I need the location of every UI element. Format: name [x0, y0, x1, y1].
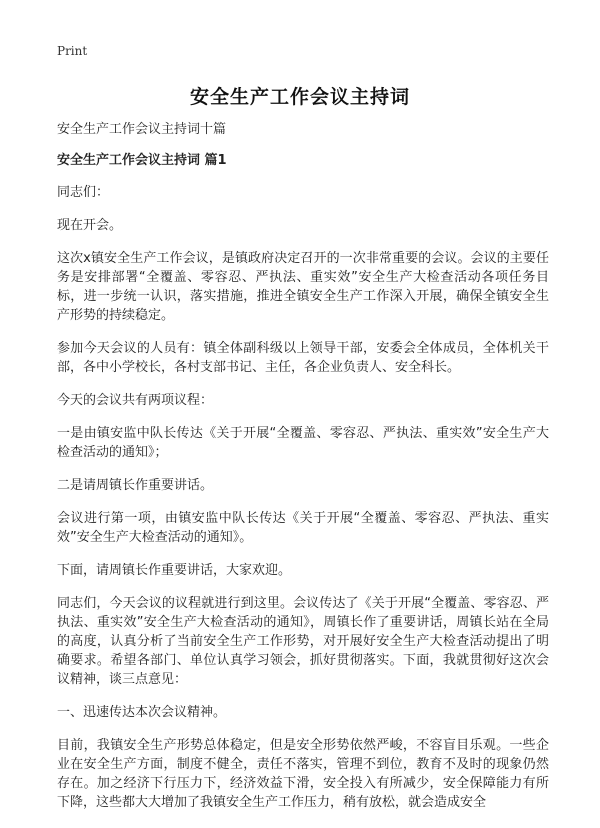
paragraph-first-item: 会议进行第一项，由镇安监中队长传达《关于开展“全覆盖、零容忍、严执法、重实效”安全生产大检查活动的通知》。: [57, 511, 549, 545]
document-body: [57, 120, 549, 826]
print-label[interactable]: Print: [57, 44, 88, 58]
section-heading: 安全生产工作会议主持词 篇1: [57, 153, 227, 168]
paragraph-purpose: 这次x镇安全生产工作会议，是镇政府决定召开的一次非常重要的会议。会议的主要任务是安排部署“全覆盖、零容忍、严执法、重实效”安全生产大检查活动各项任务目标，进一步统一认识，落实措施，推进全镇安全生产工作深入开展，确保全镇安全生产形势的持续稳定。: [57, 251, 549, 323]
paragraph-agenda-intro: 今天的会议共有两项议程：: [57, 393, 214, 408]
document-title: 安全生产工作会议主持词: [189, 86, 410, 108]
paragraph-agenda-item-1: 一是由镇安监中队长传达《关于开展“全覆盖、零容忍、严执法、重实效”安全生产大检查活动的通知》；: [57, 426, 549, 460]
paragraph-situation: 目前，我镇安全生产形势总体稳定，但是安全形势依然严峻，不容盲目乐观。一些企业在安全生产方面，制度不健全，责任不落实，管理不到位，教育不及时的现象仍然存在。加之经济下行压力下，经济效益下滑，安全投入有所减少，安全保障能力有所下降，这些都大大增加了我镇安全生产工作压力，稍有放松，就会造成安全: [57, 738, 549, 810]
paragraph-summary: 同志们，今天会议的议程就进行到这里。会议传达了《关于开展“全覆盖、零容忍、严执法、重实效”安全生产大检查活动的通知》，周镇长作了重要讲话，周镇长站在全局的高度，认真分析了当前安全生产工作形势，对开展好安全生产大检查活动提出了明确要求。希望各部门、单位认真学习领会，抓好贯彻落实。下面，我就贯彻好这次会议精神，谈三点意见：: [57, 596, 549, 687]
paragraph-greeting: 同志们：: [57, 185, 110, 200]
paragraph-attendees: 参加今天会议的人员有：镇全体副科级以上领导干部，安委会全体成员，全体机关干部，各中小学校长，各村支部书记、主任，各企业负责人、安全科长。: [57, 341, 549, 375]
paragraph-agenda-item-2: 二是请周镇长作重要讲话。: [57, 478, 214, 493]
paragraph-speech-intro: 下面，请周镇长作重要讲话，大家欢迎。: [57, 563, 292, 578]
paragraph-opening: 现在开会。: [57, 218, 123, 233]
paragraph-point-1-heading: 一、迅速传达本次会议精神。: [57, 705, 227, 720]
document-subtitle: 安全生产工作会议主持词十篇: [57, 122, 227, 137]
